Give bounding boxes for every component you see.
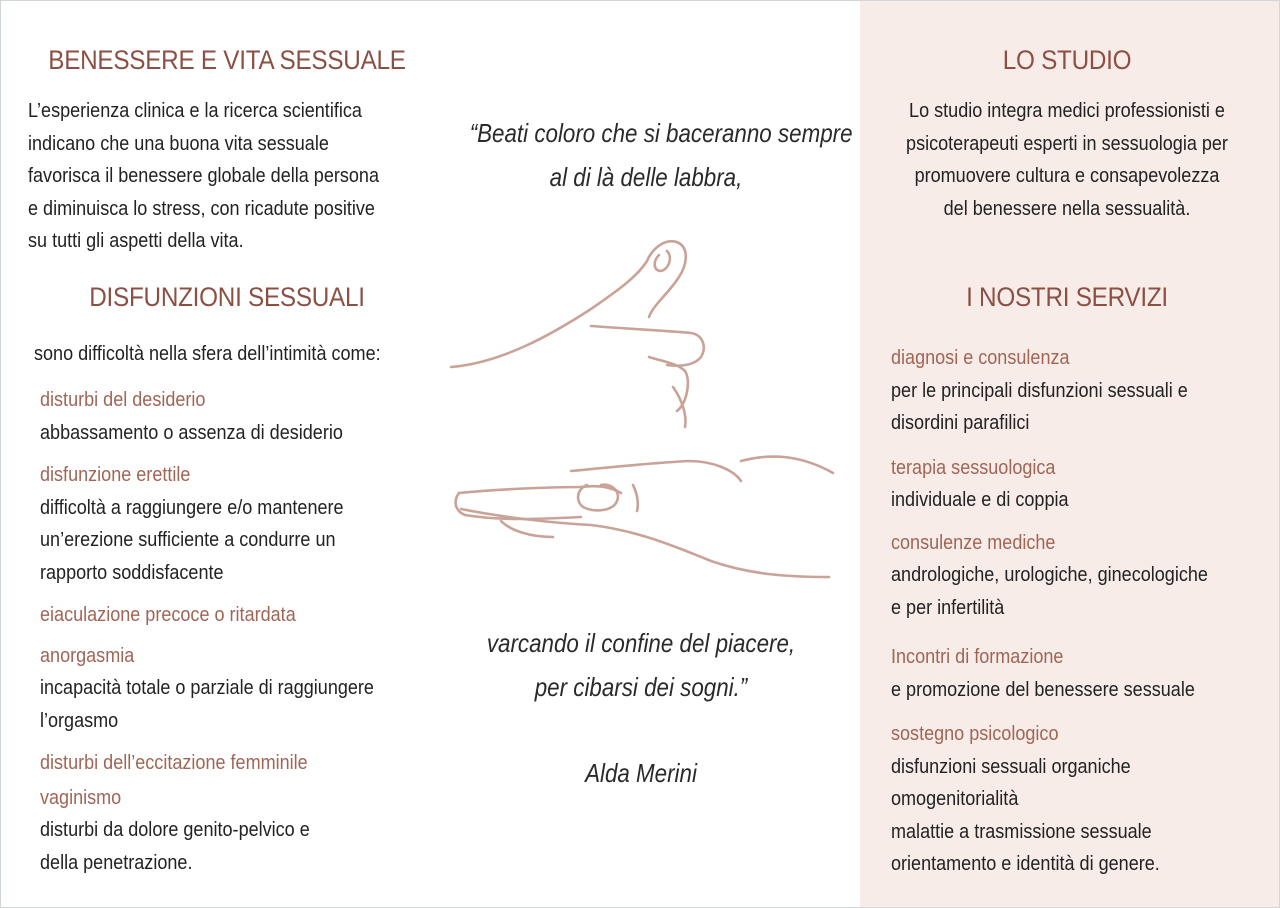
quote-author: Alda Merini <box>585 758 697 788</box>
quote-top <box>469 111 853 199</box>
item-desc: malattie a trasmissione sessuale <box>891 819 1152 843</box>
list-item <box>891 342 1243 440</box>
list-item <box>891 452 1243 517</box>
list-item <box>891 641 1243 706</box>
item-desc: abbassamento o assenza di desiderio <box>40 420 343 444</box>
item-desc: per le principali disfunzioni sessuali e <box>891 378 1188 402</box>
paragraph-line: su tutti gli aspetti della vita. <box>28 229 244 252</box>
servizi-list <box>891 342 1243 881</box>
paragraph-line: promuovere cultura e consapevolezza <box>914 164 1220 187</box>
item-title: diagnosi e consulenza <box>891 346 1070 369</box>
item-desc: l’orgasmo <box>40 708 119 732</box>
heading-servizi: I NOSTRI SERVIZI <box>966 282 1168 312</box>
list-item <box>40 459 418 589</box>
item-desc: della penetrazione. <box>40 850 193 874</box>
item-desc: difficoltà a raggiungere e/o mantenere <box>40 495 344 519</box>
item-desc: e promozione del benessere sessuale <box>891 677 1195 701</box>
item-desc: omogenitorialità <box>891 787 1019 810</box>
item-title: anorgasmia <box>40 643 135 667</box>
item-title: vaginismo <box>40 785 122 809</box>
heading-lo-studio: LO STUDIO <box>1002 45 1132 75</box>
item-desc: e per infertilità <box>891 595 1005 619</box>
paragraph-line: psicoterapeuti esperti in sessuologia per <box>906 131 1228 155</box>
item-desc: individuale e di coppia <box>891 488 1069 511</box>
heading-benessere: BENESSERE E VITA SESSUALE <box>48 45 406 75</box>
paragraph-line: L’esperienza clinica e la ricerca scientifica <box>28 99 362 122</box>
list-item <box>40 640 418 738</box>
item-desc: disfunzioni sessuali organiche <box>891 754 1131 778</box>
heading-disfunzioni: DISFUNZIONI SESSUALI <box>89 282 365 312</box>
item-desc: disturbi da dolore genito-pelvico e <box>40 818 310 841</box>
quote-line: “Beati coloro che si baceranno sempre <box>469 118 853 148</box>
item-title: eiaculazione precoce o ritardata <box>40 603 296 626</box>
list-item <box>40 747 418 780</box>
quote-bottom <box>465 621 818 709</box>
item-title: disturbi dell’eccitazione femminile <box>40 751 308 774</box>
item-desc: rapporto soddisfacente <box>40 560 224 584</box>
item-desc: un’erezione sufficiente a condurre un <box>40 528 336 551</box>
quote-line: per cibarsi dei sogni.” <box>534 672 748 702</box>
disfunzioni-list <box>40 384 418 879</box>
item-title: Incontri di formazione <box>891 645 1064 668</box>
quote-line: varcando il confine del piacere, <box>486 628 796 658</box>
benessere-paragraph <box>28 95 406 258</box>
item-title: consulenze mediche <box>891 530 1056 554</box>
paragraph-line: favorisca il benessere globale della persona <box>28 164 379 187</box>
paragraph-line: e diminuisca lo stress, con ricadute positive <box>28 196 375 220</box>
list-item <box>40 599 418 632</box>
item-desc: orientamento e identità di genere. <box>891 852 1160 875</box>
item-title: sostegno psicologico <box>891 722 1059 745</box>
item-title: terapia sessuologica <box>891 455 1056 479</box>
list-item <box>40 384 418 449</box>
item-desc: incapacità totale o parziale di raggiungere <box>40 676 374 699</box>
paragraph-line: del benessere nella sessualità. <box>943 196 1191 220</box>
list-item <box>40 782 418 880</box>
item-title: disturbi del desiderio <box>40 388 206 411</box>
quote-line: al di là delle labbra, <box>549 162 743 192</box>
hands-line-art-icon <box>441 231 851 591</box>
paragraph-line: indicano che una buona vita sessuale <box>28 131 329 155</box>
list-item <box>891 527 1243 625</box>
item-desc: disordini parafilici <box>891 411 1030 434</box>
studio-paragraph <box>882 95 1252 225</box>
list-item <box>891 718 1243 881</box>
disfunzioni-intro: sono difficoltà nella sfera dell’intimità come: <box>34 342 381 365</box>
item-title: disfunzione erettile <box>40 463 191 486</box>
paragraph-line: Lo studio integra medici professionisti e <box>909 99 1225 122</box>
item-desc: andrologiche, urologiche, ginecologiche <box>891 563 1208 586</box>
